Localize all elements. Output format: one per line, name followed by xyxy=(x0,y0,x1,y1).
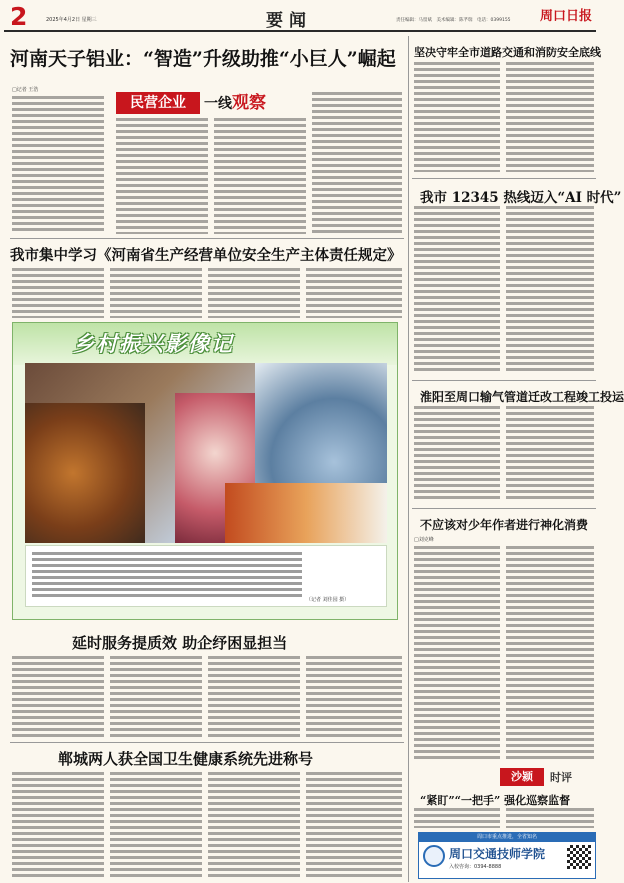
school-advertisement[interactable] xyxy=(418,832,596,879)
article-body xyxy=(312,92,402,234)
article-body xyxy=(12,268,104,318)
headline-hotline-ai: 我市 12345 热线迈入“AI 时代” xyxy=(420,190,622,206)
masthead xyxy=(4,2,596,32)
article-body xyxy=(506,546,594,760)
caption-body xyxy=(32,552,302,598)
private-enterprise-banner xyxy=(116,92,286,114)
article-body xyxy=(506,206,594,374)
editor-credits: 责任编辑：马留斌 美术编辑：陈芊瑞 电话：0399155 xyxy=(396,18,511,23)
photo-region xyxy=(25,403,145,543)
article-body xyxy=(414,406,500,502)
school-name: 周口交通技师学院 xyxy=(449,847,546,861)
section-divider xyxy=(10,742,404,743)
article-body xyxy=(116,118,208,234)
banner-label: 民营企业 xyxy=(116,92,200,114)
article-body xyxy=(414,546,500,760)
newspaper-logo: 周口日报 xyxy=(540,9,593,24)
headline-timely-service: 延时服务提质效 助企纾困显担当 xyxy=(72,634,288,652)
headline-safety-standard: 我市集中学习《河南省生产经营单位安全生产主体责任规定》 xyxy=(10,247,402,264)
banner-text-emphasis: 观察 xyxy=(232,93,266,113)
headline-road-safety: 坚决守牢全市道路交通和消防安全底线 xyxy=(414,46,601,59)
banner-text-prefix: 一线 xyxy=(204,96,232,112)
feature-title: 乡村振兴影像记 xyxy=(73,331,234,356)
article-body xyxy=(12,656,104,738)
article-body xyxy=(110,656,202,738)
article-body xyxy=(110,268,202,318)
article-body xyxy=(208,656,300,738)
photo-region xyxy=(225,483,387,543)
article-body xyxy=(12,96,104,234)
byline-youth: □刘克峰 xyxy=(414,537,434,543)
school-emblem-icon xyxy=(423,845,445,867)
article-body xyxy=(110,772,202,878)
headline-pipeline: 淮阳至周口输气管道迁改工程竣工投运 xyxy=(420,390,624,404)
article-body xyxy=(214,118,306,234)
article-body xyxy=(208,772,300,878)
section-divider xyxy=(412,178,596,179)
banner-text xyxy=(204,92,266,115)
photo-credit: （记者 刘佳园 摄） xyxy=(306,597,350,603)
section-divider xyxy=(412,380,596,381)
article-body xyxy=(414,808,500,828)
headline-tianzi: 河南天子铝业：“智造”升级助推“小巨人”崛起 xyxy=(10,48,396,70)
article-body xyxy=(306,656,402,738)
article-body xyxy=(306,268,402,318)
page-number: 2 xyxy=(10,2,28,31)
article-body xyxy=(12,772,104,878)
school-phone: 入校咨询：0394-8888 xyxy=(449,864,502,870)
column-divider xyxy=(408,36,409,882)
article-body xyxy=(414,206,500,374)
article-body xyxy=(506,62,594,172)
rural-photo-feature xyxy=(12,322,398,620)
qr-code-icon xyxy=(567,845,591,869)
section-divider xyxy=(412,508,596,509)
headline-youth-authors: 不应该对少年作者进行神化消费 xyxy=(420,518,589,532)
commentary-tag-suffix: 时评 xyxy=(550,771,572,784)
issue-date: 2025年4月2日 星期三 xyxy=(46,17,97,23)
section-title: 要闻 xyxy=(266,11,312,31)
headline-dancheng-award: 郸城两人获全国卫生健康系统先进称号 xyxy=(58,750,314,768)
article-body xyxy=(414,62,500,172)
ad-tagline: 周口市重点推进，全省知名 xyxy=(419,833,595,842)
article-body xyxy=(506,808,594,828)
section-divider xyxy=(10,238,404,239)
headline-inspection: “紧盯”“一把手” 强化巡察监督 xyxy=(420,794,571,807)
commentary-tag-label: 沙颍 xyxy=(500,768,544,786)
commentary-tag xyxy=(500,768,596,786)
byline-tianzi: □记者 王浩 xyxy=(12,87,39,93)
article-body xyxy=(306,772,402,878)
article-body xyxy=(506,406,594,502)
photo-caption xyxy=(25,545,387,607)
news-photo xyxy=(25,363,387,543)
article-body xyxy=(208,268,300,318)
